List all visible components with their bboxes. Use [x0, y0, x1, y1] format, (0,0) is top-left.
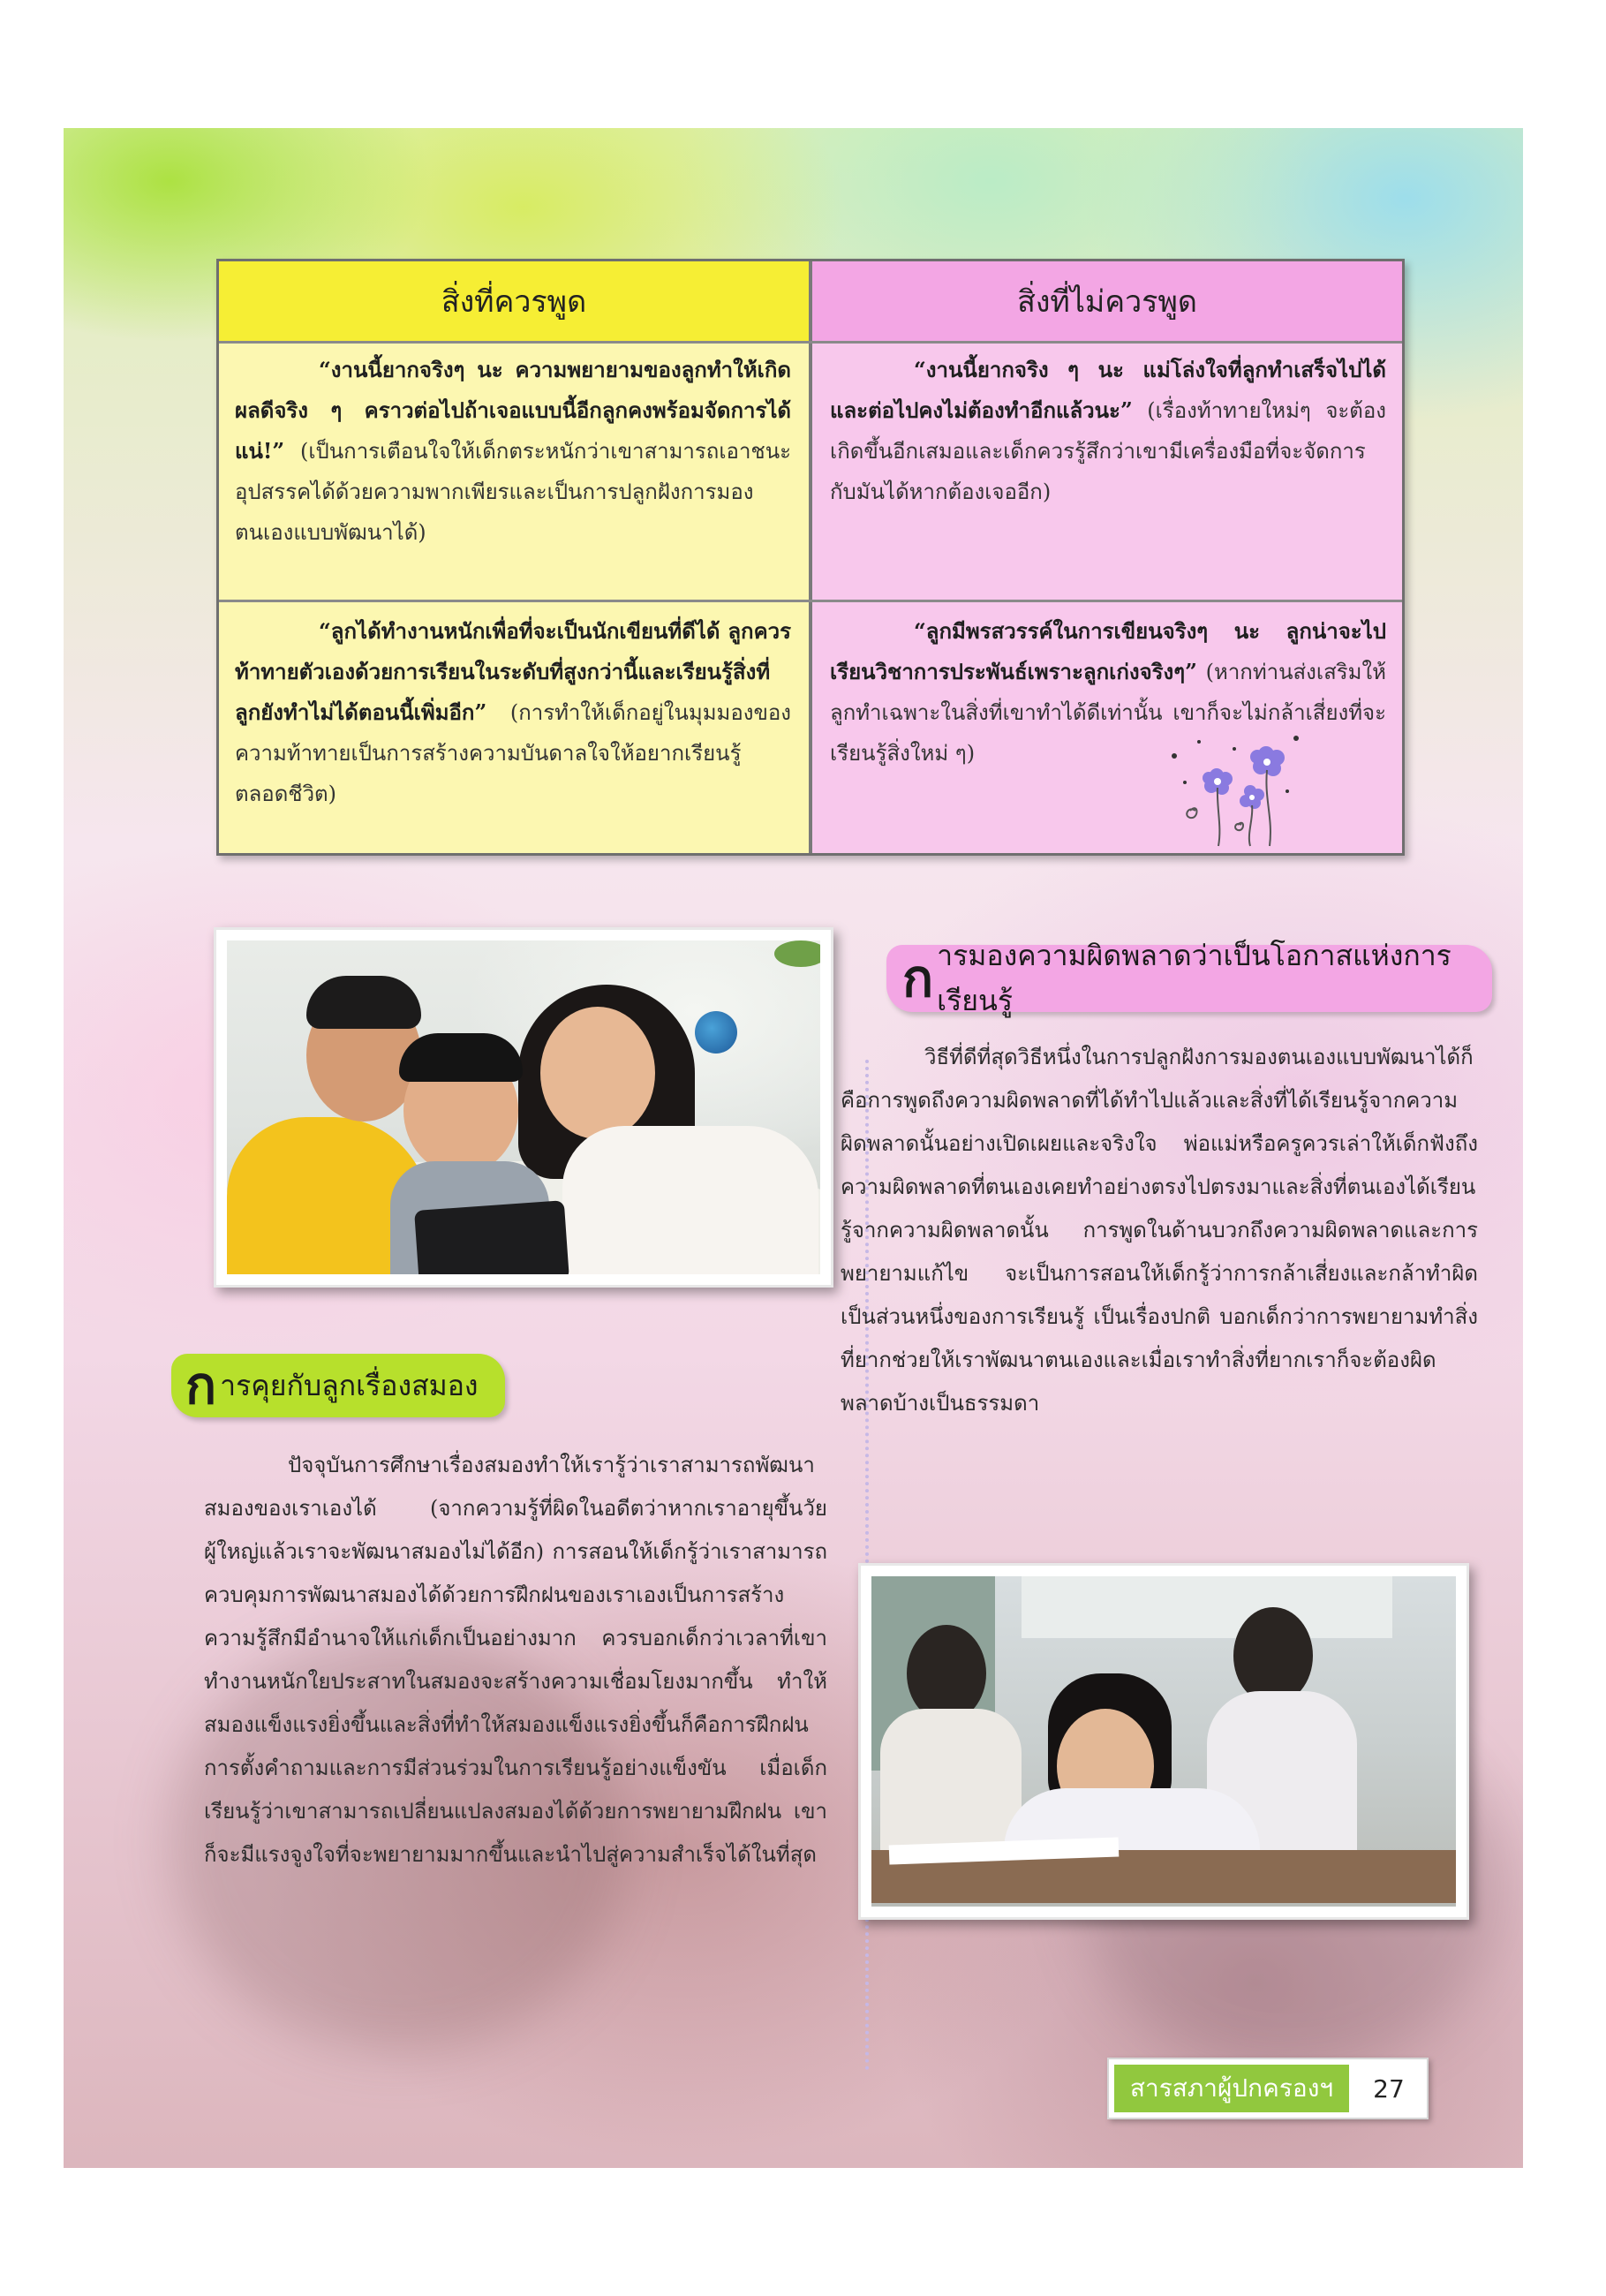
- footer-tag: [1107, 2058, 1429, 2119]
- mistakes-body: วิธีที่ดีที่สุดวิธีหนึ่งในการปลูกฝังการมองตนเองแบบพัฒนาได้ก็คือการพูดถึงความผิดพลาดที่ได้ทำไปแล้วและสิ่งที่ได้เรียนรู้จากความผิดพลาดนั้นอย่างเปิดเผยและจริงใจ พ่อแม่หรือครูควรเล่าให้เด็กฟังถึงความผิดพลาดที่ตนเองเคยทำอย่างตรงไปตรงมาและสิ่งที่ตนเองได้เรียนรู้จากความผิดพลาดนั้น การพูดในด้านบวกถึงความผิดพลาดและการพยายามแก้ไข จะเป็นการสอนให้เด็กรู้ว่าการกล้าเสี่ยงและกล้าทำผิดเป็นส่วนหนึ่งของการเรียนรู้ เป็นเรื่องปกติ บอกเด็กว่าการพยายามทำสิ่งที่ยากช่วยให้เราพัฒนาตนเองและเมื่อเราทำสิ่งที่ยากเราก็จะต้องผิดพลาดบ้างเป็นธรรมดา: [841, 1045, 1478, 1416]
- header-divider: [219, 341, 1402, 344]
- row1-left-note: (เป็นการเตือนใจให้เด็กตระหนักว่าเขาสามารถเอาชนะอุปสรรคได้ด้วยความพากเพียรและเป็นการปลูกฝังการมองตนเองแบบพัฒนาได้): [235, 439, 791, 545]
- section-header-initial: ก: [902, 948, 934, 1008]
- section-header-title: ารคุยกับลูกเรื่องสมอง: [220, 1368, 479, 1402]
- header-should-not-say: สิ่งที่ไม่ควรพูด: [812, 261, 1402, 341]
- family-tablet-photo: [214, 927, 833, 1288]
- column-divider: [809, 261, 812, 853]
- row1-should-say: [235, 350, 791, 553]
- section-header-brain: [171, 1354, 505, 1417]
- section-header-initial: ก: [185, 1356, 217, 1416]
- row2-should-say: [235, 611, 791, 814]
- section-header-mistakes: [886, 939, 1492, 1017]
- mistakes-paragraph: [841, 1036, 1478, 1425]
- row1-right-note: (เรื่องท้าทายใหม่ๆ จะต้องเกิดขึ้นอีกเสมอและเด็กควรรู้สึกว่าเขามีเครื่องมือที่จะจัดการกับมันได้หากต้องเจออีก): [830, 398, 1386, 504]
- row1-left-quote: “งานนี้ยากจริงๆ นะ ความพยายามของลูกทำให้เกิดผลดีจริง ๆ คราวต่อไปถ้าเจอแบบนี้อีกลูกคงพร้อมจัดการได้แน่!”: [235, 357, 791, 464]
- brain-body: ปัจจุบันการศึกษาเรื่องสมองทำให้เรารู้ว่าเราสามารถพัฒนาสมองของเราเองได้ (จากความรู้ที่ผิดในอดีตว่าหากเราอายุขึ้นวัยผู้ใหญ่แล้วเราจะพัฒนาสมองไม่ได้อีก) การสอนให้เด็กรู้ว่าเราสามารถควบคุมการพัฒนาสมองได้ด้วยการฝึกฝนของเราเองเป็นการสร้างความรู้สึกมีอำนาจให้แก่เด็กเป็นอย่างมาก ควรบอกเด็กว่าเวลาที่เขาทำงานหนักใยประสาทในสมองจะสร้างความเชื่อมโยงมากขึ้น ทำให้สมองแข็งแรงยิ่งขึ้นและสิ่งที่ทำให้สมองแข็งแรงยิ่งขึ้นก็คือการฝึกฝน การตั้งคำถามและการมีส่วนร่วมในการเรียนรู้อย่างแข็งขัน เมื่อเด็กเรียนรู้ว่าเขาสามารถเปลี่ยนแปลงสมองได้ด้วยการพยายามฝึกฝน เขาก็จะมีแรงจูงใจที่จะพยายามมากขึ้นและนำไปสู่ความสำเร็จได้ในที่สุด: [204, 1453, 827, 1867]
- comparison-table: [216, 259, 1405, 856]
- row2-left-note: (การทำให้เด็กอยู่ในมุมมองของความท้าทายเป็นการสร้างความบันดาลใจให้อยากเรียนรู้ตลอดชีวิต): [235, 700, 791, 806]
- magazine-name: สารสภาผู้ปกครองฯ: [1114, 2065, 1349, 2112]
- brain-paragraph: [204, 1444, 827, 1877]
- header-should-say: สิ่งที่ควรพูด: [219, 261, 809, 341]
- row2-right-note: (หากท่านส่งเสริมให้ลูกทำเฉพาะในสิ่งที่เขาทำได้ดีเท่านั้น เขาก็จะไม่กล้าเสี่ยงที่จะเรียนรู้สิ่งใหม่ ๆ): [830, 660, 1386, 766]
- row1-right-quote: “งานนี้ยากจริง ๆ นะ แม่โล่งใจที่ลูกทำเสร็จไปได้และต่อไปคงไม่ต้องทำอีกแล้วนะ”: [830, 357, 1386, 423]
- row1-should-not-say: [830, 350, 1386, 512]
- row2-right-quote: “ลูกมีพรสวรรค์ในการเขียนจริงๆ นะ ลูกน่าจะไปเรียนวิชาการประพันธ์เพราะลูกเก่งจริงๆ”: [830, 618, 1386, 684]
- row2-left-quote: “ลูกได้ทำงานหนักเพื่อที่จะเป็นนักเขียนที่ดีได้ ลูกควรท้าทายตัวเองด้วยการเรียนในระดับที่สูงกว่านี้และเรียนรู้สิ่งที่ลูกยังทำไม่ได้ตอนนี้เพิ่มอีก”: [235, 618, 791, 725]
- row-divider: [219, 600, 1402, 602]
- page-background: [64, 128, 1523, 2168]
- student-classroom-photo: [858, 1563, 1469, 1920]
- page-number: 27: [1373, 2073, 1405, 2103]
- section-header-title: ารมองความผิดพลาดว่าเป็นโอกาสแห่งการเรียนรู้: [937, 939, 1451, 1017]
- flower-doodle-icon: [1155, 729, 1314, 849]
